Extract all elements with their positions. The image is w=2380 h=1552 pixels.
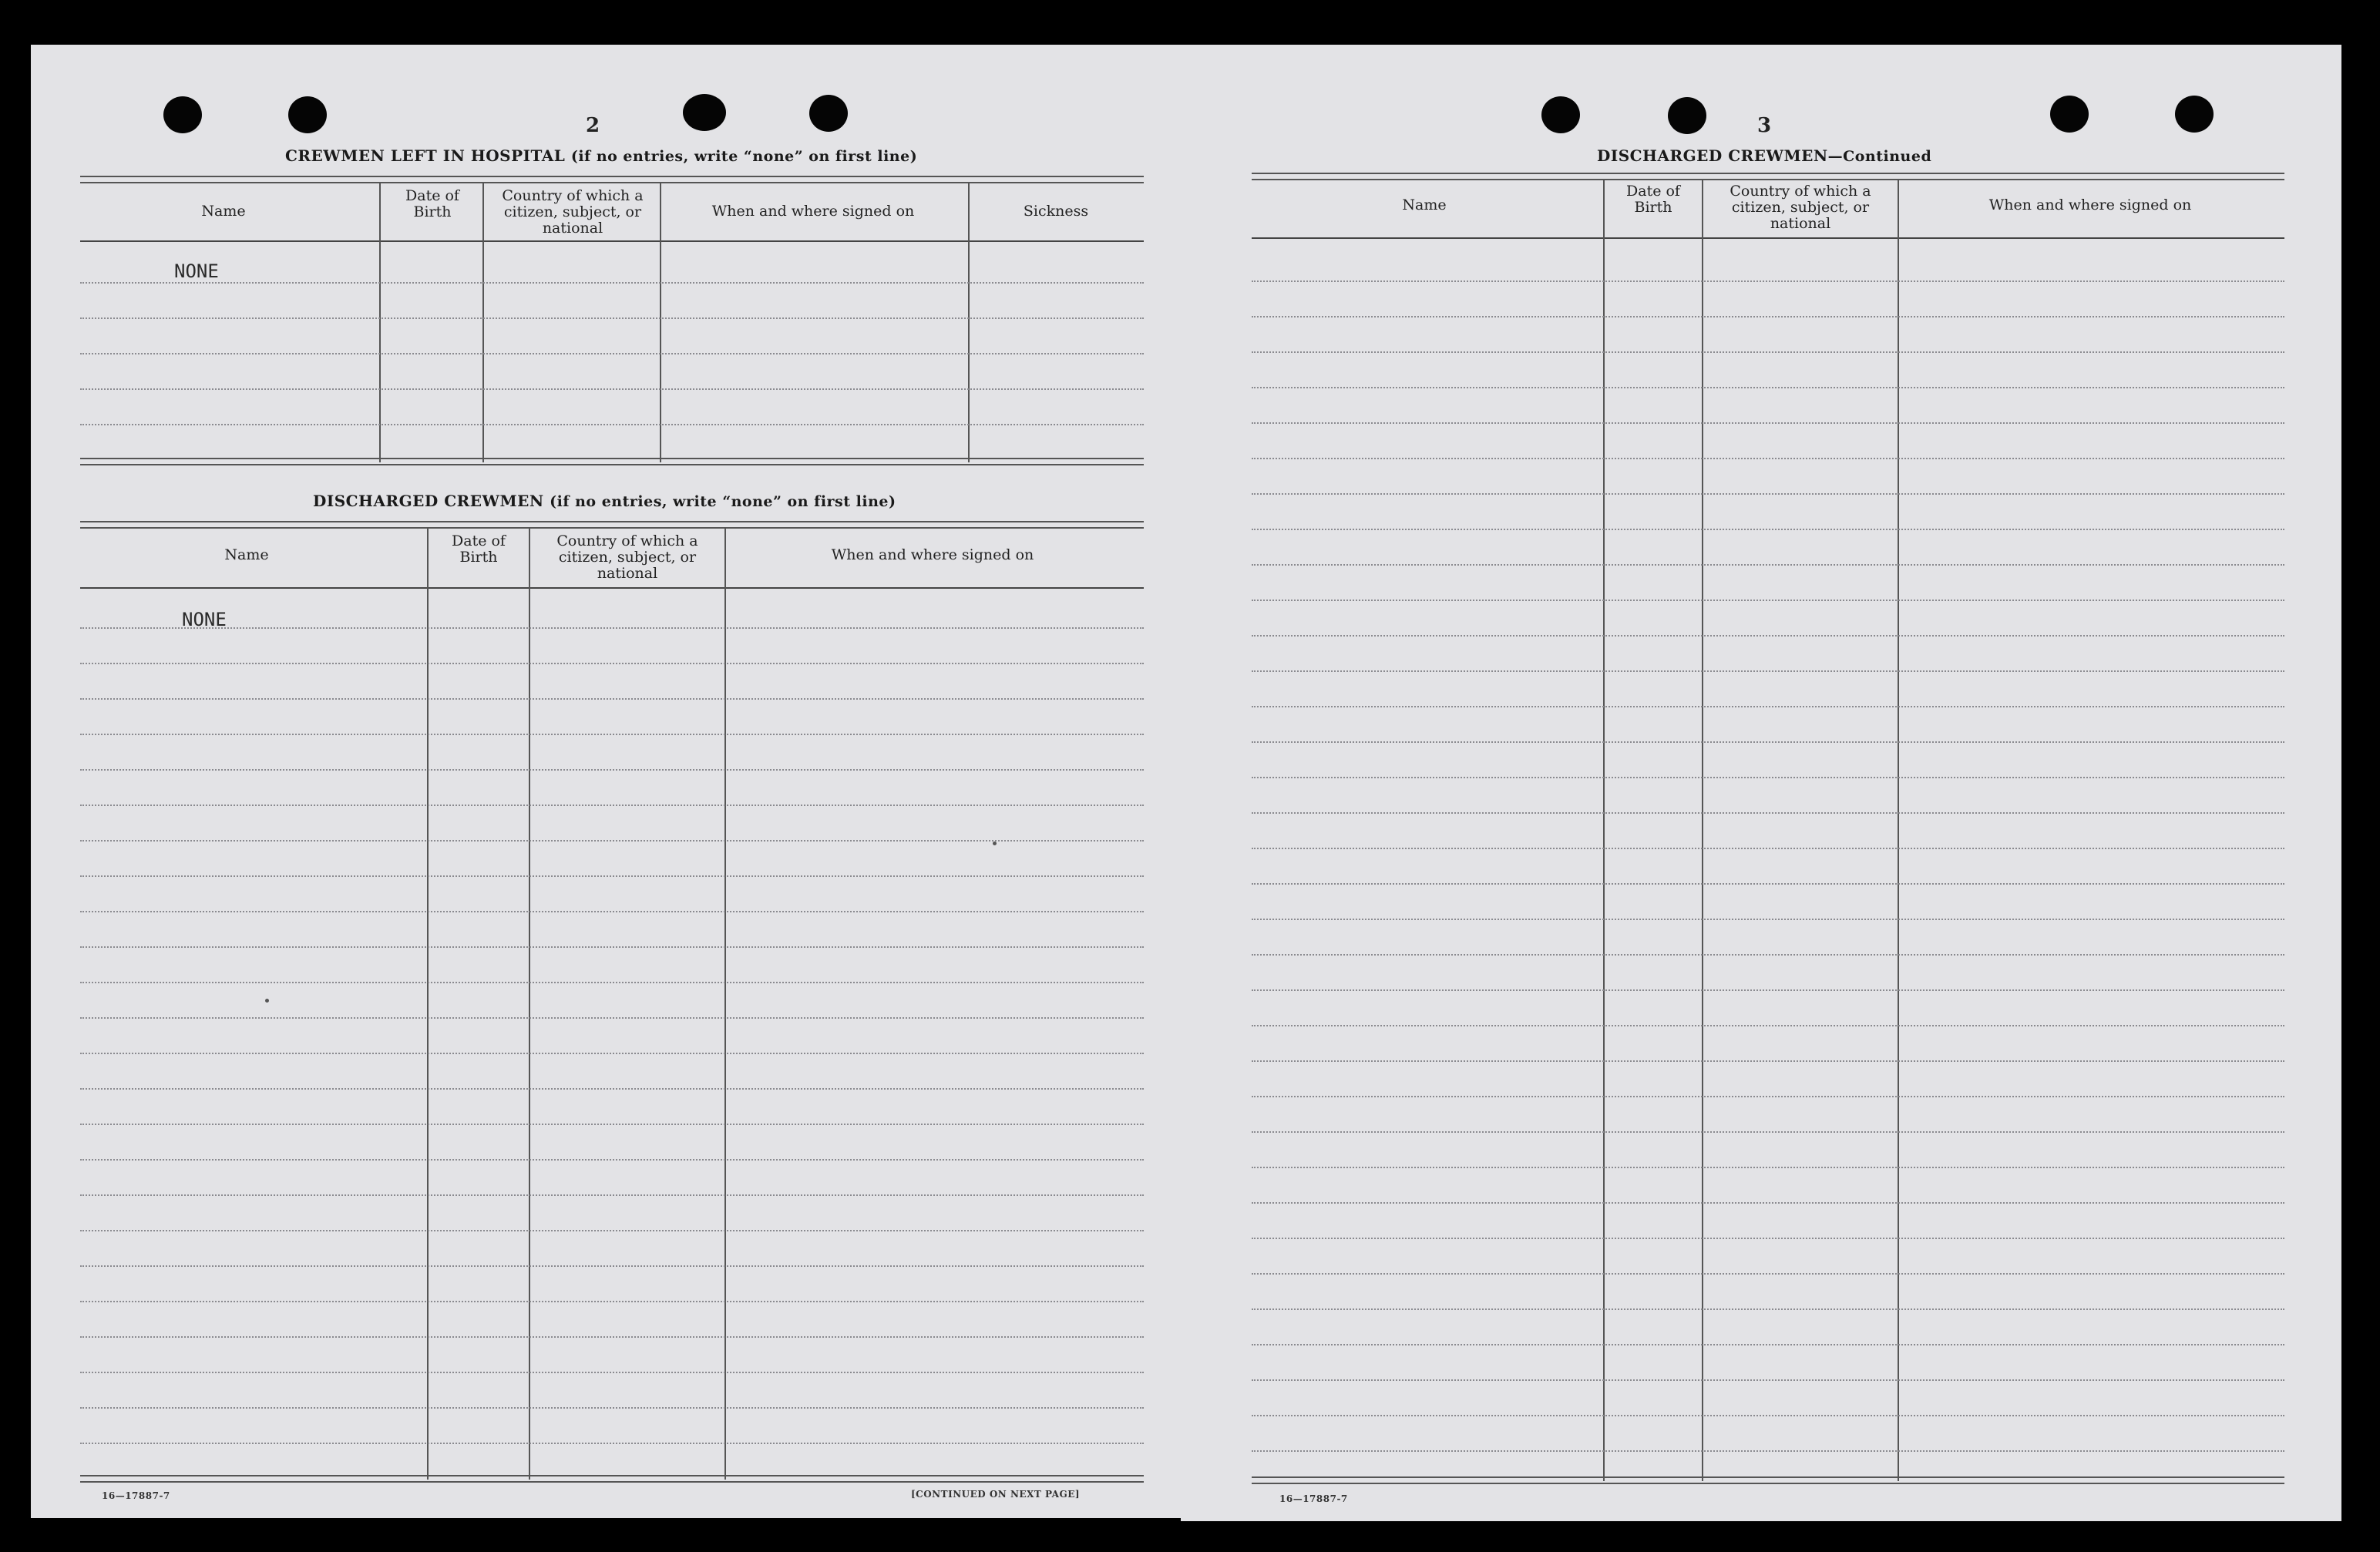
- col-header-dob: Date of Birth: [1626, 183, 1680, 216]
- table-row: [80, 734, 1144, 735]
- table-row: [1252, 387, 2284, 388]
- hospital-header-rule: [80, 240, 1144, 242]
- hospital-top-rule: [80, 176, 1144, 183]
- table-row: [1252, 1096, 2284, 1097]
- table-row: [1252, 458, 2284, 459]
- table-row: [1252, 848, 2284, 849]
- punch-hole: [2050, 96, 2089, 133]
- table-row: [1252, 635, 2284, 637]
- hospital-title-text: CREWMEN LEFT IN HOSPITAL: [285, 146, 566, 165]
- table-row: [80, 840, 1144, 842]
- hospital-section-title: [285, 146, 917, 165]
- table-row: [80, 1265, 1144, 1267]
- col-header-country: Country of which a citizen, subject, or national: [1730, 183, 1871, 232]
- table-row: [1252, 1025, 2284, 1026]
- col-header-name: Name: [201, 203, 246, 220]
- punch-hole: [163, 96, 202, 133]
- discharged-entry: NONE: [182, 609, 227, 630]
- table-row: [1252, 1344, 2284, 1345]
- col-divider: [660, 182, 661, 462]
- table-row: [1252, 670, 2284, 672]
- table-row: [80, 1053, 1144, 1054]
- table-row: [1252, 1415, 2284, 1416]
- table-row: [1252, 1450, 2284, 1452]
- page-number: 2: [586, 114, 600, 137]
- ink-speck: [265, 999, 269, 1003]
- hospital-entry: NONE: [174, 260, 219, 282]
- table-row: [1252, 919, 2284, 920]
- discharged-section-title: [313, 492, 896, 510]
- discharged-bottom-rule: [80, 1475, 1144, 1483]
- table-row: [80, 1230, 1144, 1231]
- table-row: [80, 1372, 1144, 1373]
- discharged-bottom-rule: [1252, 1476, 2284, 1484]
- punch-hole: [288, 96, 327, 133]
- table-row: [80, 875, 1144, 877]
- table-row: [1252, 1238, 2284, 1239]
- table-row: [1252, 493, 2284, 495]
- table-row: [1252, 1167, 2284, 1168]
- table-row: [1252, 564, 2284, 566]
- table-row: [80, 317, 1144, 319]
- punch-hole: [1541, 96, 1580, 133]
- discharged-instruction: (if no entries, write “none” on first line): [550, 493, 896, 510]
- table-row: [1252, 316, 2284, 317]
- table-row: [1252, 706, 2284, 707]
- punch-hole: [683, 94, 726, 131]
- table-row: [1252, 1131, 2284, 1133]
- col-header-name: Name: [1402, 197, 1447, 213]
- continued-note: [CONTINUED ON NEXT PAGE]: [911, 1489, 1081, 1500]
- hospital-bottom-rule: [80, 458, 1144, 465]
- table-row: [80, 1088, 1144, 1090]
- col-header-country: Country of which a citizen, subject, or national: [556, 532, 698, 582]
- col-header-signed-on: When and where signed on: [1988, 197, 2192, 213]
- table-row: [1252, 281, 2284, 282]
- discharged-header-rule: [1252, 237, 2284, 239]
- discharged-top-rule: [80, 521, 1144, 529]
- table-row: [80, 353, 1144, 354]
- table-row: [1252, 812, 2284, 814]
- table-row: [80, 1159, 1144, 1161]
- table-row: [1252, 1060, 2284, 1062]
- table-row: [1252, 422, 2284, 424]
- col-divider: [1702, 179, 1703, 1481]
- discharged-title-text: DISCHARGED CREWMEN: [1597, 146, 1828, 165]
- punch-hole: [2175, 96, 2214, 133]
- table-row: [80, 698, 1144, 700]
- form-number: 16—17887-7: [1279, 1493, 1348, 1504]
- col-header-name: Name: [224, 546, 269, 563]
- table-row: [1252, 954, 2284, 956]
- table-row: [80, 982, 1144, 983]
- table-row: [80, 1301, 1144, 1302]
- table-row: [1252, 1308, 2284, 1310]
- table-row: [80, 388, 1144, 390]
- right-page: [1181, 45, 2341, 1521]
- table-row: [80, 911, 1144, 912]
- table-row: [1252, 989, 2284, 991]
- discharged-top-rule: [1252, 173, 2284, 180]
- table-row: [1252, 351, 2284, 353]
- col-divider: [1898, 179, 1899, 1481]
- table-row: [80, 627, 1144, 629]
- col-header-sickness: Sickness: [1023, 203, 1089, 220]
- col-divider: [968, 182, 970, 462]
- col-divider: [482, 182, 484, 462]
- table-row: [1252, 741, 2284, 743]
- left-page: [31, 45, 1184, 1518]
- col-header-country: Country of which a citizen, subject, or national: [502, 187, 644, 237]
- discharged-title-text: DISCHARGED CREWMEN: [313, 492, 544, 510]
- discharged-header-rule: [80, 587, 1144, 589]
- continued-label: —Continued: [1827, 148, 1932, 165]
- table-row: [80, 1336, 1144, 1338]
- table-row: [80, 424, 1144, 425]
- table-row: [80, 1443, 1144, 1444]
- col-header-dob: Date of Birth: [452, 532, 506, 566]
- table-row: [1252, 1202, 2284, 1204]
- table-row: [80, 946, 1144, 948]
- table-row: [80, 1194, 1144, 1196]
- discharged-continued-title: [1597, 146, 1931, 165]
- table-row: [80, 1017, 1144, 1019]
- hospital-instruction: (if no entries, write “none” on first line): [570, 148, 918, 165]
- table-row: [1252, 1379, 2284, 1381]
- form-number: 16—17887-7: [102, 1490, 170, 1501]
- table-row: [80, 1407, 1144, 1409]
- ink-speck: [993, 842, 997, 845]
- table-row: [80, 663, 1144, 664]
- table-row: [80, 805, 1144, 806]
- col-header-signed-on: When and where signed on: [831, 546, 1034, 563]
- table-row: [80, 769, 1144, 771]
- punch-hole: [809, 95, 848, 132]
- table-row: [1252, 600, 2284, 601]
- col-header-signed-on: When and where signed on: [711, 203, 915, 220]
- table-row: [1252, 777, 2284, 778]
- punch-hole: [1668, 97, 1706, 134]
- table-row: [80, 282, 1144, 284]
- col-divider: [1603, 179, 1605, 1481]
- table-row: [80, 1124, 1144, 1125]
- table-row: [1252, 883, 2284, 885]
- table-row: [1252, 529, 2284, 530]
- page-number: 3: [1757, 114, 1772, 137]
- col-header-dob: Date of Birth: [405, 187, 459, 220]
- table-row: [1252, 1273, 2284, 1275]
- col-divider: [379, 182, 381, 462]
